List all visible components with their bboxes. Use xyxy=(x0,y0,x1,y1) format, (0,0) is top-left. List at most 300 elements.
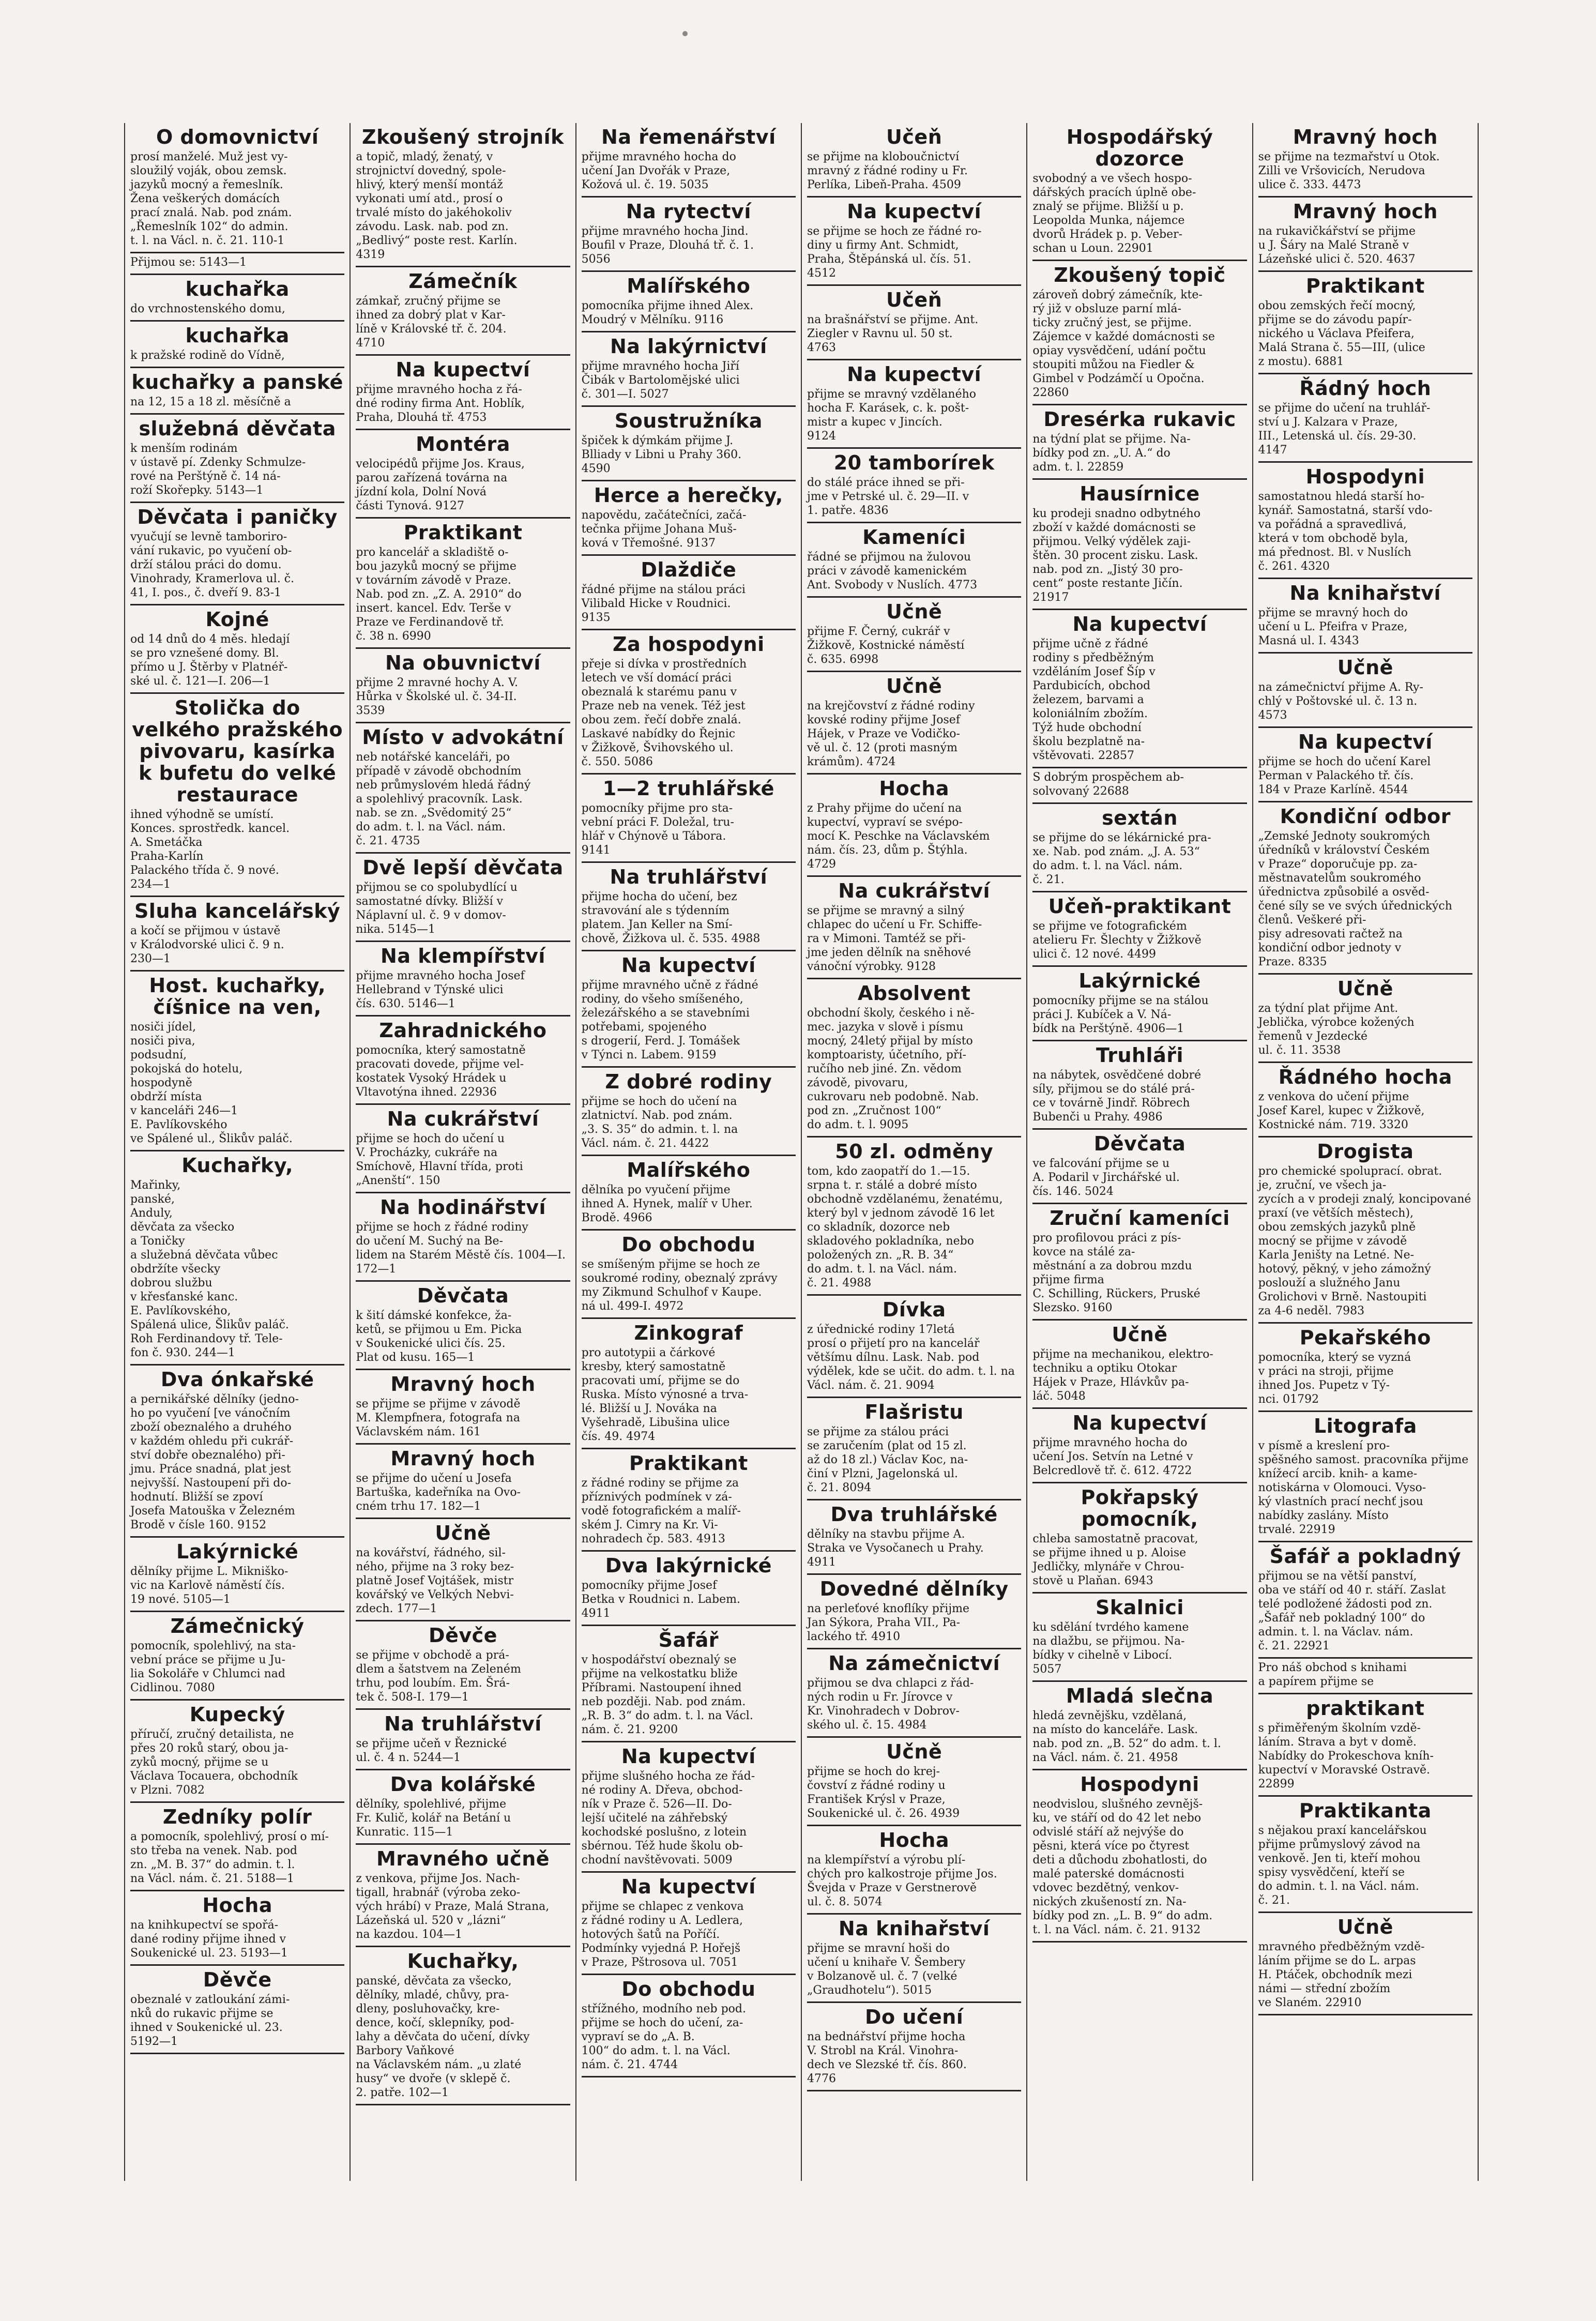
classified-ad xyxy=(807,775,1021,877)
classified-ad xyxy=(1258,1542,1472,1659)
ad-body: k pražské rodině do Vídně, xyxy=(130,349,285,362)
classified-ad xyxy=(356,1193,570,1282)
ad-heading: Kojné xyxy=(205,608,269,631)
ad-body: samostatnou hledá starší ho- kynář. Samostatná, starší vdo- va pořádná a spravedlivá, která v tom obchodě byla, má přednost. Bl. v Nuslích č. 261. 4320 xyxy=(1258,490,1433,573)
classified-ad xyxy=(807,360,1021,449)
classified-ad xyxy=(1258,654,1472,728)
ad-heading: Mravný hoch xyxy=(390,1447,536,1470)
ad-heading: Dresérka rukavic xyxy=(1043,408,1236,431)
ad-heading: Zedníky polír xyxy=(162,1806,312,1828)
ad-heading: Zámečnický xyxy=(170,1615,305,1637)
ad-heading: Pokřapský pomocník, xyxy=(1081,1486,1199,1530)
ad-body: přijme se mravní hoši do učení u knihaře V. Šembery v Bolzanově ul. č. 7 (velké „Graudhotelu“). 5015 xyxy=(807,1942,966,1997)
ad-heading: Pekařského xyxy=(1299,1326,1431,1349)
ad-body: ve falcování přijme se u A. Podaril v Jirchářské ul. čís. 146. 5024 xyxy=(1032,1157,1180,1198)
classified-ad xyxy=(1258,1694,1472,1797)
ad-body: zároveň dobrý zámečník, kte- rý již v obsluze parní mlá- ticky zručný jest, se přijme. Zájemce v každé domácnosti se opiay vysvědčení, udání počtu stoupiti můžou na Fiedler & Gimbel v Podzámčí u Opočna. 22860 xyxy=(1032,289,1215,399)
ad-heading: Na kupectví xyxy=(847,363,982,386)
classified-ad xyxy=(807,1649,1021,1738)
ad-heading: Za hospodyni xyxy=(613,633,765,656)
ad-heading: Učeň-praktikant xyxy=(1048,895,1232,918)
ad-heading: Skalnici xyxy=(1096,1596,1184,1619)
ad-heading: Učně xyxy=(1337,656,1393,679)
ad-heading: Na kupectví xyxy=(396,358,530,381)
classified-ad xyxy=(582,198,796,272)
ad-body: prosí manželé. Muž jest vy- sloužilý voják, obou zemsk. jazyků mocný a řemeslník. Žena veškerých domácích prací znalá. Nab. pod znám. „Řemeslník 102“ do admin. t. l. na Václ. n. č. 21. 110-1 xyxy=(130,150,292,247)
classified-ad xyxy=(356,267,570,356)
classified-ad xyxy=(1258,1659,1472,1694)
ad-body: pro profilovou práci z pís- kovce na stálé za- městnání a za dobrou mzdu přijme firma C. Schilling, Rückers, Pruské Slezsko. 9160 xyxy=(1032,1232,1200,1314)
ad-heading: Dva truhlářské xyxy=(830,1503,998,1526)
ad-heading: Učně xyxy=(1337,977,1393,1000)
ad-body: dělníky, spolehlivé, přijme Fr. Kulič, kolář na Betání u Kunratic. 115—1 xyxy=(356,1798,511,1839)
ad-heading: Kupecký xyxy=(189,1703,285,1726)
ad-heading: Šafář a pokladný xyxy=(1269,1545,1461,1568)
classified-ad xyxy=(807,598,1021,672)
classified-ad xyxy=(582,951,796,1068)
ad-heading: sextán xyxy=(1102,807,1178,829)
ad-body: přijme mravného učně z řádné rodiny, do všeho smíšeného, železářského a se stavebními potřebami, spojeného s drogerií, Ferd. J. Tomášek v Týnci n. Labem. 9159 xyxy=(581,979,758,1061)
ad-heading: Řádný hoch xyxy=(1299,377,1432,400)
ad-heading: Do učení xyxy=(865,2006,964,2028)
ad-heading: Zinkograf xyxy=(634,1322,743,1344)
classified-ad xyxy=(1032,1483,1247,1594)
classified-ad xyxy=(582,556,796,630)
classified-ad xyxy=(356,1845,570,1947)
ad-heading: Na kupectví xyxy=(621,954,756,977)
classified-ad xyxy=(807,979,1021,1137)
classified-ad xyxy=(582,332,796,407)
ad-heading: Šafář xyxy=(658,1629,719,1651)
classified-ad xyxy=(1032,1770,1247,1943)
ad-body: přijme mravného hocha Jind. Boufil v Praze, Dlouhá tř. č. 1. 5056 xyxy=(581,225,754,266)
ad-heading: Truhláři xyxy=(1096,1044,1183,1067)
classified-ad xyxy=(356,1445,570,1519)
ad-heading: Na truhlářství xyxy=(384,1712,542,1735)
classified-ad xyxy=(356,1105,570,1193)
ad-heading: Hocha xyxy=(202,1894,272,1917)
classified-ad xyxy=(1032,123,1247,261)
ad-heading: Dlaždiče xyxy=(641,558,737,581)
ad-heading: Mravný hoch xyxy=(390,1373,536,1395)
classified-ad xyxy=(1032,261,1247,405)
ad-column xyxy=(802,123,1027,2181)
ad-body: příručí, zručný detailista, ne přes 20 roků starý, obou ja- zyků mocný, přijme se u Václava Tocauera, obchodník v Plzni. 7082 xyxy=(130,1728,298,1797)
ad-body: přijme hocha do učení, bez stravování ale s týdenním platem. Jan Keller na Smí- chově, Žižkova ul. č. 535. 4988 xyxy=(581,890,761,945)
ad-body: na knihkupectví se spořá- dané rodiny přijme ihned v Soukenické ul. 23. 5193—1 xyxy=(130,1919,288,1960)
classified-ad xyxy=(807,1575,1021,1649)
ad-heading: 50 zl. odměny xyxy=(835,1140,994,1163)
classified-ad xyxy=(356,1947,570,2105)
ad-body: na krejčovství z řádné rodiny kovské rodiny přijme Josef Hájek, v Praze ve Vodičko- vě ul. č. 12 (proti masným krámům). 4724 xyxy=(807,700,975,768)
ad-body: se přijme se hoch ze řádné ro- diny u firmy Ant. Schmidt, Praha, Štěpánská ul. čís. 51. 4512 xyxy=(807,225,982,280)
ad-heading: Učeň xyxy=(886,126,943,148)
ad-body: a topič, mladý, ženatý, v strojnictví dovedný, spole- hlivý, který menší montáž vykonati umí atd., prosí o trvalé místo do jakéhokoliv závodu. Lask. nab. pod zn. „Bedlivý“ poste rest. Karlín. 4319 xyxy=(356,150,518,261)
classified-ad xyxy=(356,1370,570,1445)
classified-ad xyxy=(1032,1409,1247,1483)
ad-body: z úřednické rodiny 17letá prosí o přijetí pro na kancelář většímu dílnu. Lask. Nab. pod výdělek, kde se učit. do adm. t. l. na Václ. nám. č. 21. 9094 xyxy=(807,1323,1015,1392)
ad-heading: Hocha xyxy=(879,777,949,800)
ad-heading: Děvčata xyxy=(417,1284,509,1307)
classified-ad xyxy=(1258,374,1472,463)
ad-body: se přijme do učení u Josefa Bartuška, kadeřníka na Ovo- cném trhu 17. 182—1 xyxy=(356,1472,521,1513)
ad-body: v hospodářství obeznalý se přijme na velkostatku bliže Příbrami. Nastoupení ihned neb později. Nab. pod znám. „R. B. 3“ do adm. t. l. na Václ. nám. č. 21. 9200 xyxy=(581,1653,753,1736)
ad-heading: služebná děvčata xyxy=(139,417,336,440)
ad-heading: Flašristu xyxy=(864,1401,964,1423)
ad-heading: Děvčata xyxy=(1093,1132,1186,1155)
ad-heading: Na lakýrnictví xyxy=(610,335,767,358)
ad-body: velocipédů přijme Jos. Kraus, parou zařízená továrna na jízdní kola, Dolní Nová části Tynová. 9127 xyxy=(356,458,525,512)
ad-heading: Učně xyxy=(886,600,943,623)
ad-heading: Učně xyxy=(886,1740,943,1763)
classified-ad xyxy=(807,1500,1021,1575)
ad-body: nosiči jídel, nosiči piva, podsudní, pokojská do hotelu, hospodyně obdrží místa v kanceláři 246—1 E. Pavlíkovského ve Spálené ul., Šlikův paláč. xyxy=(130,1021,293,1145)
classified-ad xyxy=(1258,1063,1472,1137)
ad-heading: Kuchařky, xyxy=(407,1950,519,1973)
ad-body: v písmě a kreslení pro- spěšného samost. pracovníka přijme knížecí arcib. knih- a kame- notiskárna v Olomouci. Vyso- ký vlastních prací nechť jsou nabídky zaslány. Místo trvalé. 22919 xyxy=(1258,1439,1469,1536)
ad-body: dělníka po vyučení přijme ihned A. Hynek, malíř v Uher. Brodě. 4966 xyxy=(581,1184,753,1224)
classified-ad xyxy=(582,1319,796,1449)
classified-ad xyxy=(1032,768,1247,804)
classified-ad xyxy=(130,1366,344,1538)
ad-body: s přiměřeným školním vzdě- láním. Strava a byt v domě. Nabídky do Prokeschova kníh- kupectví v Moravské Ostravě. 22899 xyxy=(1258,1722,1434,1791)
classified-ad xyxy=(1258,123,1472,198)
ad-heading: Hospodyni xyxy=(1305,465,1425,488)
ad-heading: Lakýrnické xyxy=(1078,969,1201,992)
ad-body: S dobrým prospěchem ab- solvovaný 22688 xyxy=(1032,771,1184,798)
ad-body: pomocníka, který se vyzná v práci na stroji, přijme ihned Jos. Pupetz v Tý- nci. 01792 xyxy=(1258,1351,1411,1406)
classified-ad xyxy=(356,1519,570,1621)
classified-ad xyxy=(807,2003,1021,2091)
ad-heading: Na klempířství xyxy=(381,945,545,967)
classified-ad xyxy=(130,972,344,1151)
classified-ad xyxy=(130,123,344,253)
classified-ad xyxy=(582,123,796,198)
ad-heading: Hospodářský dozorce xyxy=(1066,126,1213,170)
classified-ad xyxy=(130,1151,344,1366)
classified-ad xyxy=(130,322,344,368)
ad-body: na zámečnictví přijme A. Ry- chlý v Poštovské ul. č. 13 n. 4573 xyxy=(1258,681,1423,722)
classified-ad xyxy=(356,854,570,942)
classified-ad xyxy=(356,1282,570,1370)
classified-ad xyxy=(807,198,1021,286)
ad-heading: Soustružníka xyxy=(614,409,763,432)
ad-body: na klempířství a výrobu plí- chých pro kalkostroje přijme Jos. Švejda v Praze v Gerstnerově ul. č. 8. 5074 xyxy=(807,1854,997,1908)
ad-heading: Na řemenářství xyxy=(601,126,776,148)
ad-body: na perleťové knoflíky přijme Jan Sýkora, Praha VII., Pa- lackého tř. 4910 xyxy=(807,1602,970,1643)
ad-body: pomocníka, který samostatně pracovati dovede, přijme vel- kostatek Vysoký Hrádek u Vltavotýna ihned. 22936 xyxy=(356,1044,526,1099)
classified-ad xyxy=(130,1701,344,1803)
classified-ad xyxy=(582,407,796,481)
ad-heading: Řádného hocha xyxy=(1278,1066,1452,1088)
ad-heading: Na knihařství xyxy=(1289,582,1441,604)
classified-ad xyxy=(582,630,796,775)
ad-body: se přijme v obchodě a prá- dlem a šatstvem na Zeleném trhu, pod loubím. Em. Šrá- tek č. 508-I. 179—1 xyxy=(356,1649,521,1704)
ad-body: pomocníky přijme se na stálou práci J. Kubíček a V. Ná- bídk na Perštýně. 4906—1 xyxy=(1032,994,1209,1035)
classified-ad xyxy=(1258,463,1472,579)
ad-body: pomocníky přijme pro sta- vební práci F. Doležal, tru- hlář v Chýnově u Tábora. 9141 xyxy=(581,802,734,857)
ad-heading: Dovedné dělníky xyxy=(819,1577,1009,1600)
classified-ad xyxy=(130,605,344,694)
classified-ad xyxy=(1032,610,1247,768)
ad-body: na nábytek, osvědčené dobré síly, přijmou se do stálé prá- ce v továrně Jindř. Röbrech Bubenči u Prahy. 4986 xyxy=(1032,1069,1202,1124)
ad-heading: O domovnictví xyxy=(156,126,319,148)
ad-body: pro autotypii a čárkové kresby, který samostatně pracovati umí, přijme se do Ruska. Místo výnosné a trva- lé. Bližší u J. Nováka na Vyšehradě, Libušina ulice čís. 49. 4974 xyxy=(581,1346,749,1443)
ad-body: na 12, 15 a 18 zl. měsíčně a xyxy=(130,396,291,408)
ad-heading: Drogista xyxy=(1317,1140,1414,1163)
classified-ad xyxy=(1258,728,1472,802)
ad-heading: Zkoušený strojník xyxy=(362,126,564,148)
classified-ad xyxy=(130,1612,344,1701)
ad-heading: kuchařka xyxy=(185,324,290,347)
ad-body: ku sdělání tvrdého kamene na dlažbu, se přijmou. Na- bídky v cihelně v Libocí. 5057 xyxy=(1032,1621,1189,1676)
classified-ad xyxy=(1258,975,1472,1063)
classified-ad xyxy=(356,1770,570,1845)
classified-ad xyxy=(130,897,344,972)
ad-column xyxy=(1253,123,1479,2181)
ad-body: přijme se chlapec z venkova z řádné rodiny u A. Ledlera, hotových šatů na Poříčí. Podmínky vyjedná P. Hořejš v Praze, Pštrosova ul. 7051 xyxy=(581,1900,744,1969)
ad-body: obchodní školy, českého i ně- mec. jazyka v slově i písmu mocný, 24letý přijal by místo komptoaristy, účetního, pří- ručího neb jiné. Zn. vědom závodě, pivovaru, cukrovaru neb podobně. Nab. pod zn. „Zručnost 100“ do adm. t. l. 9095 xyxy=(807,1007,979,1131)
classified-ad xyxy=(130,275,344,322)
ad-body: pro chemické spoluprací. obrat. je, zruční, ve všech ja- zycích a v prodeji znalý, koncipované praxí (ve větších městech), obou zemských jazyků plně mocný se přijme v závodě Karla Jeništy na Letné. Ne- hotový, pěkný, v jeho zámožný poslouží a služného Janu Grolichovi v Brně. Nastoupiti za 4-6 neděl. 7983 xyxy=(1258,1165,1471,1317)
ad-body: pomocníka přijme ihned Alex. Moudrý v Mělníku. 9116 xyxy=(581,299,754,326)
ad-heading: Děvče xyxy=(429,1624,497,1647)
classified-ad xyxy=(582,1626,796,1742)
ad-heading: Dvě lepší děvčata xyxy=(362,856,564,879)
ad-body: přijme se hoch do učení u V. Procházky, cukráře na Smíchově, Hlavní třída, proti „Anenští“. 150 xyxy=(356,1132,523,1187)
ad-heading: Do obchodu xyxy=(621,1233,756,1256)
ad-heading: Na zámečnictví xyxy=(828,1652,1000,1675)
ad-heading: Montéra xyxy=(416,433,510,456)
classified-ad xyxy=(1032,804,1247,892)
ad-body: z venkova do učení přijme Josef Karel, kupec v Žižkově, Kostnické nám. 719. 3320 xyxy=(1258,1090,1425,1131)
ad-heading: Absolvent xyxy=(857,982,971,1005)
ad-heading: Host. kuchařky, číšnice na ven, xyxy=(149,974,326,1019)
ad-body: střížného, modního neb pod. přijme se hoch do učení, za- vypraví se do „A. B. 100“ do adm. t. l. na Václ. nám. č. 21. 4744 xyxy=(581,2003,746,2071)
ad-body: a kočí se přijmou v ústavě v Králodvorské ulici č. 9 n. 230—1 xyxy=(130,924,284,965)
classified-ad xyxy=(1258,272,1472,374)
classified-ad xyxy=(130,1538,344,1612)
ad-heading: Praktikant xyxy=(629,1452,748,1475)
ad-heading: Učně xyxy=(886,675,943,697)
classified-ad xyxy=(356,723,570,854)
ad-heading: Zkoušený topič xyxy=(1054,264,1226,286)
ad-body: Přijmou se: 5143—1 xyxy=(130,256,247,269)
classified-ad xyxy=(807,877,1021,979)
ad-heading: Na knihařství xyxy=(838,1917,990,1940)
ad-body: přijme mravného hocha z řá- dné rodiny firma Ant. Hoblík, Praha, Dlouhá tř. 4753 xyxy=(356,383,525,424)
ad-heading: Na kupectví xyxy=(621,1745,756,1768)
ad-heading: Herce a herečky, xyxy=(594,484,783,507)
classified-ad xyxy=(582,1873,796,1975)
ad-heading: Učně xyxy=(1337,1916,1393,1938)
ad-heading: Kameníci xyxy=(862,526,966,549)
ad-heading: Kuchařky, xyxy=(181,1154,294,1177)
newspaper-page xyxy=(124,123,1479,2181)
ad-heading: Hospodyni xyxy=(1080,1773,1199,1796)
classified-ad xyxy=(1032,1130,1247,1204)
ad-heading: Kondiční odbor xyxy=(1280,805,1451,828)
ad-heading: Na truhlářství xyxy=(610,866,768,888)
ad-heading: 20 tamborírek xyxy=(833,451,995,474)
ad-column xyxy=(576,123,802,2181)
ad-heading: Mravný hoch xyxy=(1293,200,1438,223)
ad-body: se přijme za stálou práci se zaručením (plat od 15 zl. až do 18 zl.) Václav Koc, na- činí v Plzni, Jagelonská ul. č. 21. 8094 xyxy=(807,1425,968,1494)
classified-ad xyxy=(1032,405,1247,480)
ad-body: chleba samostatně pracovat, se přijme ihned u p. Aloise Jedličky, mlynáře v Chrou- stově u Plaňan. 6943 xyxy=(1032,1533,1198,1587)
classified-ad xyxy=(356,430,570,519)
classified-ad xyxy=(807,1296,1021,1398)
ad-body: neodvislou, slušného zevnějš- ku, ve stáří od do 42 let nebo odvislé stáří až nejvýše do pěsni, která více po čtyrest deti a důchodu zbohatlosti, do malé paterské domácnosti vdovec bezdětný, venkov- nických zkušeností zn. Na- bídky pod zn. „L. B. 9“ do adm. t. l. na Václ. nám. č. 21. 9132 xyxy=(1032,1798,1213,1936)
classified-ad xyxy=(807,1137,1021,1296)
classified-ad xyxy=(1032,1682,1247,1770)
ad-body: napovědu, začátečníci, začá- tečnka přijme Johana Muš- ková v Třemošné. 9137 xyxy=(581,509,747,550)
ad-body: řádné přijme na stálou práci Vilibald Hicke v Roudnici. 9135 xyxy=(581,583,746,624)
ad-body: přijme se mravný vzdělaného hocha F. Karásek, c. k. pošt- mistr a kupec v Jincích. 9124 xyxy=(807,388,977,443)
ad-heading: Na kupectví xyxy=(1072,613,1207,635)
ad-body: na rukavičkářství se přijme u J. Šáry na Malé Straně v Lázeňské ulici č. 520. 4637 xyxy=(1258,225,1416,266)
ad-body: přijme mravného hocha do učení Jos. Setvín na Letné v Belcredlově tř. č. 612. 4722 xyxy=(1032,1436,1193,1477)
ad-body: se přijme se přijme v závodě M. Klempfnera, fotografa na Václavském nám. 161 xyxy=(356,1398,521,1438)
classified-ad xyxy=(1032,1041,1247,1130)
classified-ad xyxy=(1258,1137,1472,1324)
ad-heading: Mravný hoch xyxy=(1293,126,1438,148)
classified-ad xyxy=(807,672,1021,775)
ad-heading: Na kupectví xyxy=(1298,731,1433,753)
ad-column xyxy=(125,123,351,2181)
classified-ad xyxy=(1032,967,1247,1041)
classified-ad xyxy=(1258,1913,1472,2015)
ad-column xyxy=(1027,123,1253,2181)
ad-heading: Dva lakýrnické xyxy=(605,1554,772,1577)
classified-ad xyxy=(1032,1204,1247,1321)
ad-body: do vrchnostenského domu, xyxy=(130,302,285,315)
ad-heading: Na cukrářství xyxy=(838,879,991,902)
classified-ad xyxy=(1258,1797,1472,1913)
ad-heading: kuchařka xyxy=(185,278,290,300)
ad-heading: Stolička do velkého pražského pivovaru, kasírka k bufetu do velké restaurace xyxy=(132,696,343,806)
ad-body: panské, děvčata za všecko, dělníky, mladé, chůvy, pra- dleny, posluhovačky, kre- dence, kočí, sklepníky, pod- lahy a děvčata do učení, dívky Barbory Vaňkové na Václavském nám. „u zlaté husy“ ve dvoře (v sklepě č. 2. patře. 102—1 xyxy=(356,1975,530,2099)
ad-heading: Na rytectví xyxy=(626,200,751,223)
ad-body: přijme se hoch z řádné rodiny do učení M. Suchý na Be- lidem na Starém Městě čís. 1004—I. 172—1 xyxy=(356,1221,566,1276)
ad-heading: Z dobré rodiny xyxy=(605,1070,772,1093)
classified-ad xyxy=(1258,1412,1472,1542)
classified-ad xyxy=(582,272,796,332)
ad-heading: Dívka xyxy=(882,1298,946,1321)
ad-heading: Učeň xyxy=(886,289,943,311)
classified-ad xyxy=(807,286,1021,360)
ad-body: přijmou se dva chlapci z řád- ných rodin u Fr. Jírovce v Kr. Vinohradech v Dobrov- ského ul. č. 15. 4984 xyxy=(807,1677,974,1732)
ad-heading: 1—2 truhlářské xyxy=(602,777,774,800)
ad-body: pro kancelář a skladiště o- bou jazyků mocný se přijme v továrním závodě v Praze. Nab. pod zn. „Z. A. 2910“ do insert. kancel. Edv. Terše v Praze ve Ferdinandově tř. č. 38 n. 6990 xyxy=(356,546,522,643)
classified-ad xyxy=(582,1156,796,1231)
ad-body: svobodný a ve všech hospo- dářských pracích úplně obe- znalý se přijme. Bližší u p. Leopolda Munka, nájemce dvorů Hrádek p. p. Veber- schan u Loun. 22901 xyxy=(1032,172,1196,255)
ad-body: se přijme na kloboučnictví mravný z řádné rodiny u Fr. Perlíka, Libeň-Praha. 4509 xyxy=(807,150,968,191)
ad-body: a pernikářské dělníky (jedno- ho po vyučení [ve vánočním zboží obeznalého a druhého v každém ohledu při cukrář- ství dobře obeznalého) při- jmu. Práce snadná, plat jest nejvyšší. Nastoupení při do- hodnutí. Bližší se zpoví Josefa Matouška v Železném Brodě v čísle 160. 9152 xyxy=(130,1393,299,1531)
ad-body: přijme 2 mravné hochy A. V. Hůrka v Školské ul. č. 34-II. 3539 xyxy=(356,676,518,717)
ad-body: hledá zevnějšku, vzdělaná, na místo do kanceláře. Lask. nab. pod zn. „B. 52“ do adm. t. l. na Václ. nám. č. 21. 4958 xyxy=(1032,1709,1221,1764)
ad-body: se přijme se mravný a silný chlapec do učení u Fr. Schiffe- ra v Mimoni. Tamtéž se při- jme jeden dělník na sněhové vánoční výrobky. 9128 xyxy=(807,904,982,973)
ad-heading: Zruční kameníci xyxy=(1050,1207,1230,1230)
ad-body: přijme mravného hocha Josef Hellebrand v Týnské ulici čís. 630. 5146—1 xyxy=(356,969,525,1010)
classified-ad xyxy=(130,503,344,605)
ad-heading: Místo v advokátní xyxy=(362,726,564,749)
ad-body: k menším rodinám v ústavě pí. Zdenky Schmulze- rové na Perštýně č. 14 ná- roží Skořepky. 5143—1 xyxy=(130,442,306,497)
classified-ad xyxy=(582,1068,796,1156)
classified-ad xyxy=(356,356,570,430)
classified-ad xyxy=(130,694,344,897)
classified-ad xyxy=(807,523,1021,598)
ad-heading: Učně xyxy=(1112,1323,1168,1346)
ad-body: se smíšeným přijme se hoch ze soukromé rodiny, obeznalý zprávy my Zikmund Schulhof v Kaupe. ná ul. 499-I. 4972 xyxy=(581,1258,778,1313)
classified-ad xyxy=(356,1710,570,1770)
classified-ad xyxy=(356,123,570,267)
ad-body: Pro náš obchod s knihami a papírem přijme se xyxy=(1258,1661,1407,1688)
ad-body: přijme mravného hocha Jiří Čibák v Bartolomějské ulici č. 301—I. 5027 xyxy=(581,360,740,401)
ad-body: a pomocník, spolehlivý, prosí o mí- sto třeba na venek. Nab. pod zn. „M. B. 37“ do admin. t. l. na Václ. nám. č. 21. 5188—1 xyxy=(130,1830,329,1885)
classified-ad xyxy=(356,1621,570,1710)
ad-heading: Malířského xyxy=(627,275,751,297)
ad-body: s nějakou praxí kancelářskou přijme průmyslový závod na venkově. Jen ti, kteří mohou spisy vysvědčení, kteří se do admin. t. l. na Václ. nám. č. 21. xyxy=(1258,1824,1427,1907)
ad-heading: Na kupectví xyxy=(621,1875,756,1898)
classified-ad xyxy=(1032,480,1247,610)
ad-body: ku prodeji snadno odbytného zboží v každé domácnosti se přijmou. Velký výdělek zaji- štěn. 30 procent zisku. Lask. nab. pod zn. „Jistý 30 pro- cent“ poste restante Jičín. 21917 xyxy=(1032,507,1200,604)
ad-heading: Zahradnického xyxy=(379,1019,547,1042)
ad-body: tom, kdo zaopatří do 1.—15. srpna t. r. stálé a dobré místo obchodně vzdělanému, ženatému, který byl v jednom závodě 16 let co skladník, dozorce neb skladového pokladníka, nebo položených zn. „R. B. 34“ do adm. t. l. na Václ. nám. č. 21. 4988 xyxy=(807,1165,1003,1290)
ad-heading: Mladá slečna xyxy=(1066,1685,1214,1707)
ad-heading: kuchařky a panské xyxy=(131,371,343,393)
ad-body: přijmou se co spolubydlící u samostatné dívky. Bližší v Náplavní ul. č. 9 v domov- nika. 5145—1 xyxy=(356,881,518,936)
ad-column xyxy=(351,123,576,2181)
ad-body: se přijme učeň v Řeznické ul. č. 4 n. 5244—1 xyxy=(356,1737,507,1764)
ad-body: na kovářství, řádného, sil- ného, přijme na 3 roky bez- platně Josef Vojtášek, mistr kovářský ve Velkých Nebvi- zdech. 177—1 xyxy=(356,1546,514,1615)
ad-body: „Zemské Jednoty soukromých úředníků v království Českém v Praze“ doporučuje pp. za- městnavatelům soukromého úřednictva způsobilé a osvěd- čené síly se ve svých úřednických členů. Veškeré při- pisy adresovati račtež na kondiční odbor jednoty v Praze. 8335 xyxy=(1258,830,1452,968)
classified-ad xyxy=(582,1231,796,1319)
classified-ad xyxy=(130,1891,344,1966)
ad-body: přijme učně z řádné rodiny s předběžným vzděláním Josef Šíp v Pardubicích, obchod železem, barvami a koloniálním zbožím. Týž hude obchodní školu bezplatně na- vštěvovati. 22857 xyxy=(1032,638,1156,762)
ad-body: vyučují se levně tamboriro- vání rukavic, po vyučení ob- drží stálou práci do domu. Vinohrady, Kramerlova ul. č. 41, I. pos., č. dveří 9. 83-1 xyxy=(130,530,295,599)
ad-heading: Děvčata i paničky xyxy=(137,506,338,528)
classified-ad xyxy=(1258,1324,1472,1412)
classified-ad xyxy=(807,1826,1021,1915)
ad-heading: Lakýrnické xyxy=(176,1540,299,1563)
classified-ad xyxy=(807,123,1021,198)
ad-body: neb notářské kanceláři, po případě v závodě obchodním neb průmyslovém hledá řádný a spolehlivý pracovník. Lask. nab. se zn. „Svědomitý 25“ do adm. t. l. na Václ. nám. č. 21. 4735 xyxy=(356,751,531,847)
ad-body: obou zemských řečí mocný, přijme se do závodu papír- nického u Václava Pfeifera, Malá Strana č. 55—III, (ulice z mostu). 6881 xyxy=(1258,299,1425,368)
ad-body: k šití dámské konfekce, ža- ketů, se přijmou u Em. Picka v Soukenické ulici čís. 25. Plat od kusu. 165—1 xyxy=(356,1309,522,1364)
classified-ad xyxy=(807,1398,1021,1500)
ad-body: mravného předběžným vzdě- láním přijme se do L. arpas H. Ptáček, obchodník mezi námi — střední zbožím ve Slaném. 22910 xyxy=(1258,1940,1425,2009)
ad-heading: Do obchodu xyxy=(621,1978,756,2000)
ad-body: z řádné rodiny se přijme za příznivých podmínek v zá- vodě fotografickém a malíř- ském J. Cimry na Kr. Vi- nohradech čp. 583. 4913 xyxy=(581,1477,741,1545)
classified-ad xyxy=(356,649,570,723)
ad-heading: Praktikanta xyxy=(1299,1799,1432,1822)
classified-ad xyxy=(130,1803,344,1891)
ad-body: za týdní plat přijme Ant. Jeblička, výrobce kožených řemenů v Jezdecké ul. č. 11. 3538 xyxy=(1258,1002,1415,1057)
ad-body: řádné se přijmou na žulovou práci v závodě kamenickém Ant. Svobody v Nuslích. 4773 xyxy=(807,551,978,591)
ad-body: na bednářství přijme hocha V. Strobl na Král. Vinohra- dech ve Slezské tř. čís. 860. 4776 xyxy=(807,2030,967,2085)
ad-heading: Hausírnice xyxy=(1080,482,1200,505)
ad-body: z venkova, přijme Jos. Nach- tigall, hrabnář (výroba zeko- vých hrábí) v Praze, Malá Strana, Lázeňská ul. 520 v „lázni“ na kazdou. 104—1 xyxy=(356,1872,550,1941)
classified-ad xyxy=(1258,198,1472,272)
classified-ad xyxy=(130,1966,344,2054)
ad-body: špiček k dýmkám přijme J. Blliady v Libni u Prahy 360. 4590 xyxy=(581,434,742,475)
classified-ad xyxy=(1032,1321,1247,1409)
classified-ad xyxy=(130,415,344,503)
classified-ad xyxy=(130,253,344,275)
ad-body: přijme se hoch do učení Karel Perman v Palackého tř. čís. 184 v Praze Karlíně. 4544 xyxy=(1258,755,1431,796)
ad-body: se přijme do učení na truhlář- ství u J. Kalzara v Praze, III., Letenská ul. čís. 29-30. 4147 xyxy=(1258,402,1431,457)
